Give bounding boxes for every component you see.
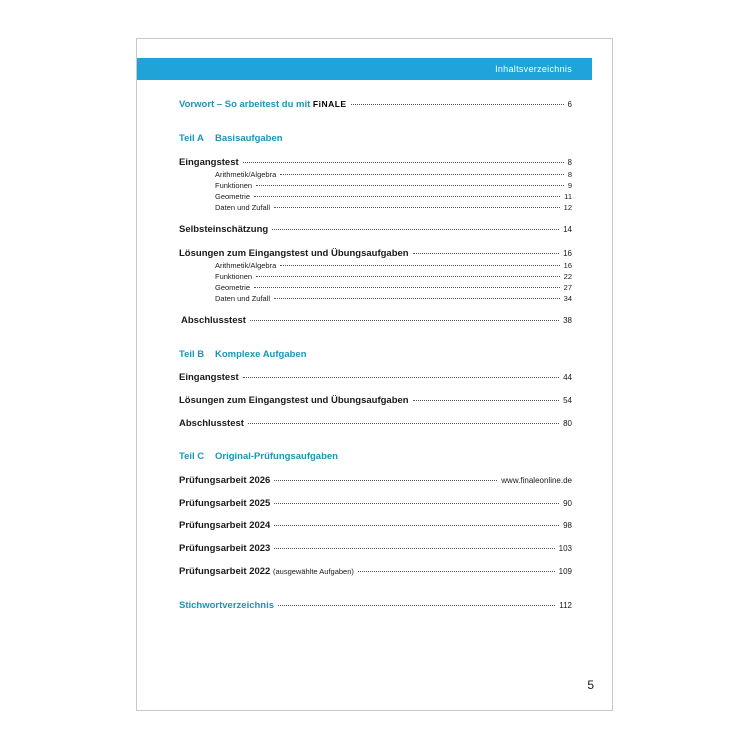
toc-subentry[interactable]: Daten und Zufall 34 <box>215 294 572 303</box>
document-page <box>136 38 613 711</box>
leader-dots <box>254 196 560 197</box>
entry-note: (ausgewählte Aufgaben) <box>272 567 354 576</box>
page-number: 5 <box>587 678 594 692</box>
section-heading-teil-c: Teil C Original-Prüfungsaufgaben <box>179 451 338 462</box>
toc-entry-pruefung-2025[interactable]: Prüfungsarbeit 2025 90 <box>179 498 572 509</box>
toc-entry-pruefung-2026[interactable]: Prüfungsarbeit 2026 www.finaleonline.de <box>179 475 572 486</box>
leader-dots <box>274 480 497 481</box>
toc-entry-label: Prüfungsarbeit 2022 (ausgewählte Aufgaben) <box>179 566 354 577</box>
leader-dots <box>280 265 559 266</box>
leader-dots <box>256 185 564 186</box>
toc-subentry[interactable]: Funktionen 22 <box>215 272 572 281</box>
toc-entry-pruefung-2024[interactable]: Prüfungsarbeit 2024 98 <box>179 520 572 531</box>
toc-subentry[interactable]: Funktionen 9 <box>215 181 572 190</box>
leader-dots <box>274 207 560 208</box>
toc-subentry[interactable]: Daten und Zufall 12 <box>215 203 572 212</box>
toc-entry-loesungen-a[interactable]: Lösungen zum Eingangstest und Übungsaufgaben 16 <box>179 248 572 259</box>
leader-dots <box>274 503 559 504</box>
leader-dots <box>248 423 559 424</box>
toc-subentry[interactable]: Geometrie 11 <box>215 192 572 201</box>
toc-entry-abschlusstest-a[interactable]: Abschlusstest 38 <box>181 315 572 326</box>
leader-dots <box>351 104 564 105</box>
leader-dots <box>413 253 560 254</box>
toc-subentry[interactable]: Arithmetik/Algebra 8 <box>215 170 572 179</box>
leader-dots <box>274 548 554 549</box>
leader-dots <box>358 571 555 572</box>
leader-dots <box>274 298 560 299</box>
toc-entry-eingangstest-b[interactable]: Eingangstest 44 <box>179 372 572 383</box>
toc-entry-selbsteinschaetzung[interactable]: Selbsteinschätzung 14 <box>179 224 572 235</box>
toc-entry-eingangstest-a[interactable] <box>179 157 572 168</box>
section-heading-teil-b: Teil B Komplexe Aufgaben <box>179 349 307 360</box>
toc-subentry[interactable]: Geometrie 27 <box>215 283 572 292</box>
toc-entry-pruefung-2023[interactable]: Prüfungsarbeit 2023 103 <box>179 543 572 554</box>
toc-entry-abschlusstest-b[interactable]: Abschlusstest 80 <box>179 418 572 429</box>
toc-entry-label: Vorwort – So arbeitest du mit FiNALE <box>179 99 347 110</box>
toc-entry-page: 8 <box>567 158 572 167</box>
leader-dots <box>272 229 559 230</box>
leader-dots <box>254 287 560 288</box>
toc-entry-label: Eingangstest <box>179 157 239 168</box>
section-heading-teil-a: Teil A Basisaufgaben <box>179 133 283 144</box>
leader-dots <box>250 320 559 321</box>
toc-entry-stichwortverzeichnis[interactable]: Stichwortverzeichnis 112 <box>179 600 572 611</box>
toc-entry-page: 6 <box>567 100 572 109</box>
header-title: Inhaltsverzeichnis <box>495 64 572 74</box>
brand-logo-text: FiNALE <box>312 99 347 109</box>
leader-dots <box>413 400 560 401</box>
toc-entry-pruefung-2022[interactable]: Prüfungsarbeit 2022 (ausgewählte Aufgaben) 109 <box>179 566 572 577</box>
leader-dots <box>256 276 560 277</box>
leader-dots <box>278 605 555 606</box>
leader-dots <box>243 162 564 163</box>
leader-dots <box>274 525 559 526</box>
header-bar <box>137 58 592 80</box>
leader-dots <box>243 377 559 378</box>
website-link[interactable]: www.finaleonline.de <box>501 476 572 485</box>
toc-entry-vorwort[interactable] <box>179 99 572 110</box>
toc-entry-loesungen-b[interactable]: Lösungen zum Eingangstest und Übungsaufgaben 54 <box>179 395 572 406</box>
leader-dots <box>280 174 564 175</box>
toc-subentry[interactable]: Arithmetik/Algebra 16 <box>215 261 572 270</box>
